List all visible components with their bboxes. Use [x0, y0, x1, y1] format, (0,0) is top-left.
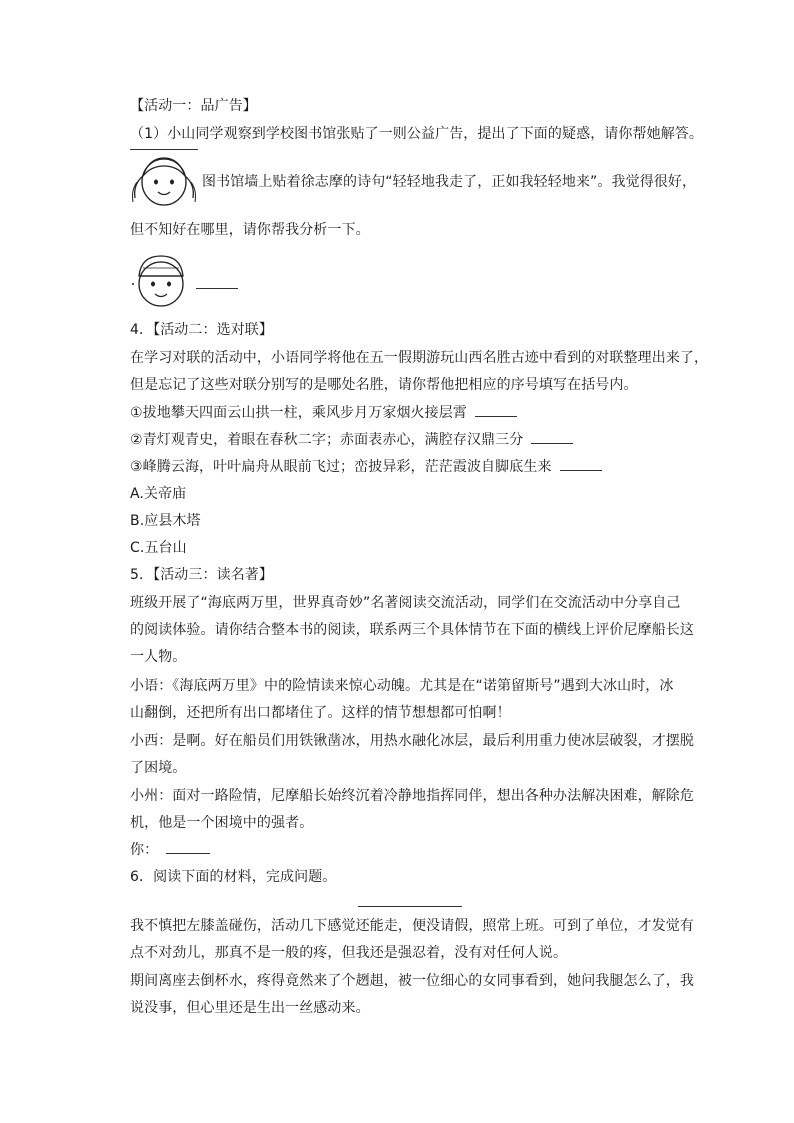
q5-heading: 5．【活动三：读名著】 — [130, 567, 274, 583]
answer-blank-couplet-1[interactable] — [475, 402, 517, 417]
answer-blank-activity1[interactable] — [196, 288, 238, 289]
q6-paragraph2-line2: 说没事，但心里还是生出一丝感动来。 — [130, 1000, 370, 1016]
answer-blank-you[interactable] — [166, 839, 210, 854]
answer-blank-couplet-2[interactable] — [531, 429, 573, 444]
couplet-1: ①拔地攀天四面云山拱一柱，乘风步月万家烟火接层霄 — [130, 402, 517, 423]
q4-heading: 4．【活动二：选对联】 — [130, 322, 274, 338]
couplet-3: ③峰腾云海，叶叶扁舟从眼前飞过；峦披异彩，茫茫霞波自脚底生来 — [130, 456, 602, 477]
xiaozhou-line1: 小州：面对一路险情，尼摩船长始终沉着冷静地指挥同伴，想出各种办法解决困难，解除危 — [130, 788, 694, 804]
xiaozhou-line2: 机，他是一个困境中的强者。 — [130, 815, 314, 831]
boy-face-icon — [129, 250, 193, 310]
couplet-2: ②青灯观青史，着眼在春秋二字；赤面表赤心，满腔存汉鼎三分 — [130, 429, 573, 450]
q6-heading: 6．阅读下面的材料，完成问题。 — [130, 869, 337, 885]
q6-paragraph1-line1: 我不慎把左膝盖碰伤，活动几下感觉还能走，便没请假，照常上班。可到了单位，才发觉有 — [130, 918, 694, 934]
girl-speech-line1: 图书馆墙上贴着徐志摩的诗句“轻轻地我走了，正如我轻轻地来”。我觉得很好， — [202, 174, 697, 190]
title-blank-rule — [358, 906, 462, 907]
xiaoxi-line1: 小西：是啊。好在船员们用铁锹凿冰，用热水融化冰层，最后利用重力使冰层破裂，才摆脱 — [130, 733, 694, 749]
answer-blank-couplet-3[interactable] — [560, 456, 602, 471]
option-a: A.关帝庙 — [130, 486, 187, 502]
you-line: 你： — [130, 839, 210, 860]
girl-speech-line2: 但不知好在哪里，请你帮我分析一下。 — [130, 222, 370, 238]
q4-intro-line2: 但是忘记了这些对联分别写的是哪处名胜，请你帮他把相应的序号填写在括号内。 — [130, 377, 638, 393]
q5-intro-line1: 班级开展了“海底两万里，世界真奇妙”名著阅读交流活动，同学们在交流活动中分享自己 — [130, 595, 681, 611]
activity1-question: （1）小山同学观察到学校图书馆张贴了一则公益广告，提出了下面的疑惑，请你帮她解答。 — [130, 126, 704, 142]
option-b: B.应县木塔 — [130, 513, 201, 529]
divider-rule — [130, 149, 198, 150]
q6-paragraph2-line1: 期间离座去倒杯水，疼得竟然来了个趔趄，被一位细心的女同事看到，她问我腿怎么了，我 — [130, 973, 694, 989]
xiaoyu-line2: 山翻倒，还把所有出口都堵住了。这样的情节想想都可怕啊！ — [130, 705, 511, 721]
q4-intro-line1: 在学习对联的活动中，小语同学将他在五一假期游玩山西名胜古迹中看到的对联整理出来了， — [130, 350, 709, 366]
q5-intro-line3: 一人物。 — [130, 649, 187, 665]
girl-face-icon — [129, 152, 199, 208]
q6-paragraph1-line2: 点不对劲儿，那真不是一般的疼，但我还是强忍着，没有对任何人说。 — [130, 945, 568, 961]
q5-intro-line2: 的阅读体验。请你结合整本书的阅读，联系两三个具体情节在下面的横线上评价尼摩船长这 — [130, 622, 694, 638]
xiaoxi-line2: 了困境。 — [130, 760, 187, 776]
option-c: C.五台山 — [130, 540, 187, 556]
activity1-title: 【活动一：品广告】 — [130, 98, 257, 114]
xiaoyu-line1: 小语：《海底两万里》中的险情读来惊心动魄。尤其是在“诺第留斯号”遇到大冰山时，冰 — [130, 678, 674, 694]
